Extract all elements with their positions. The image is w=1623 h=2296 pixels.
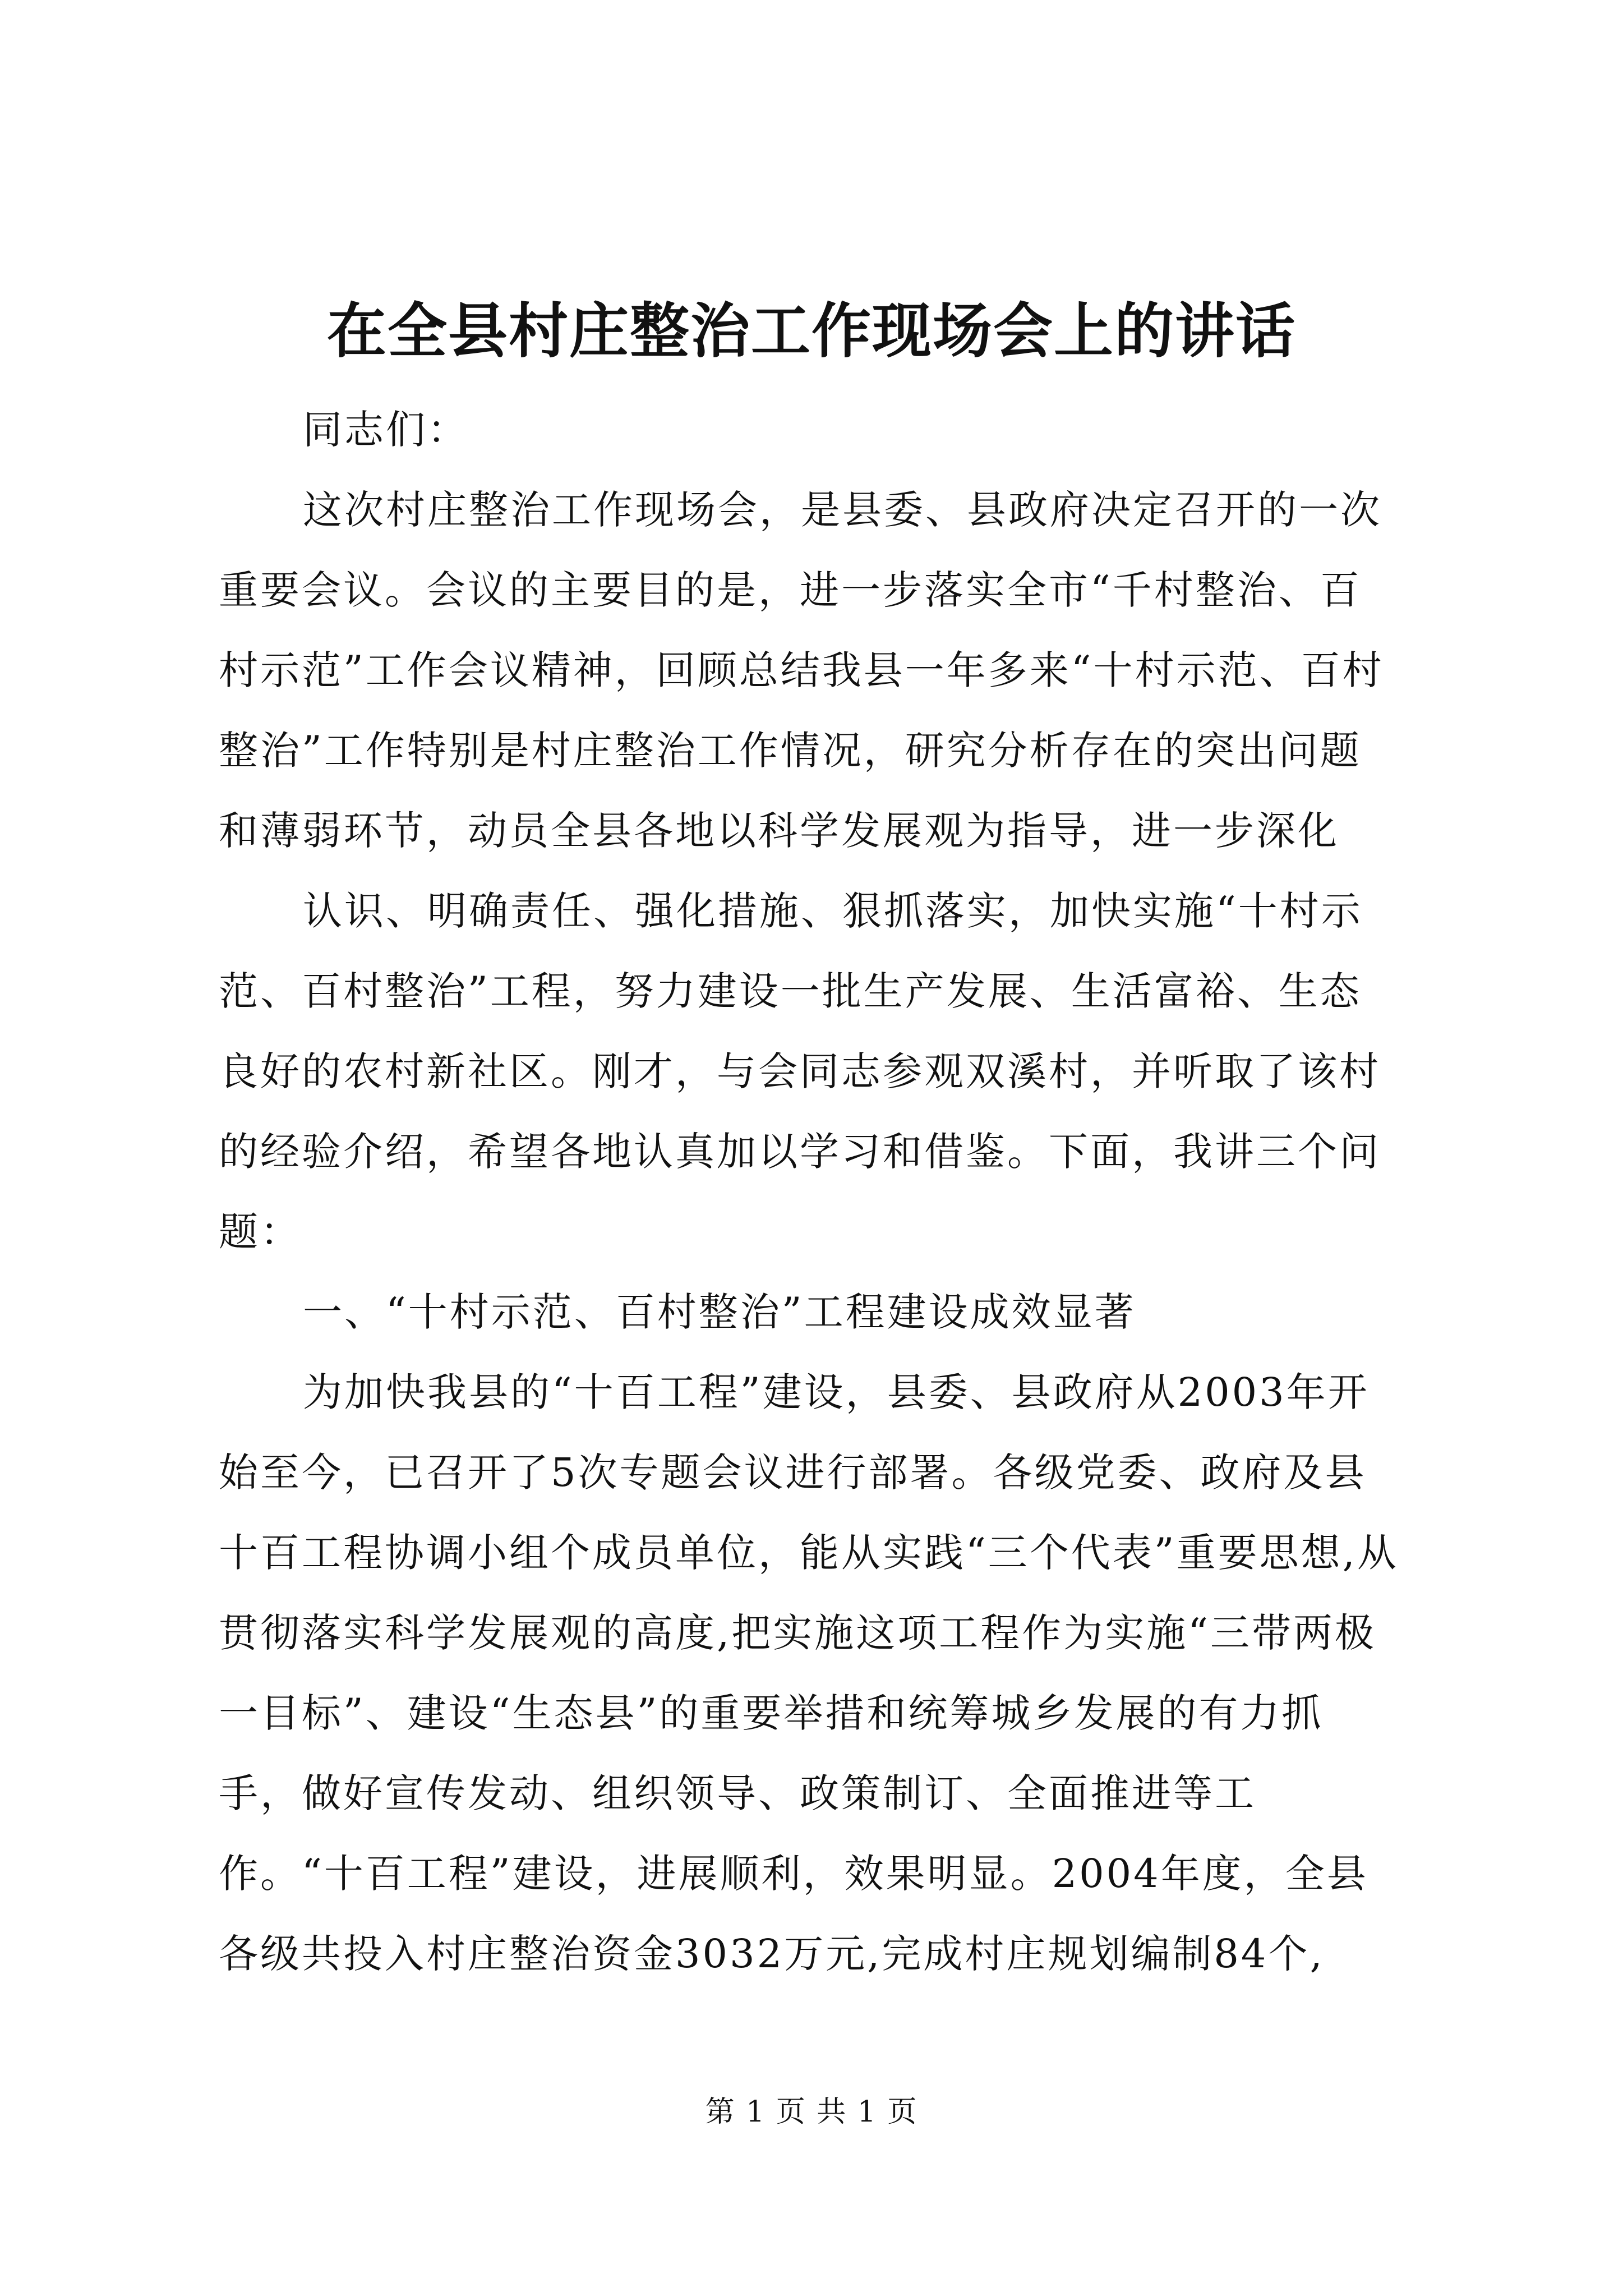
section-heading: 一、“十村示范、百村整治”工程建设成效显著 xyxy=(303,1289,1136,1335)
paragraph: 认识、明确责任、强化措施、狠抓落实，加快实施“十村示范、百村整治”工程，努力建设一批生产发展、生活富裕、生态良好的农村新社区。刚才，与会同志参观双溪村，并听取了该村的经验介绍，希望各地认真加以学习和借鉴。下面，我讲三个问题： xyxy=(219,888,1381,1255)
paragraph: 为加快我县的“十百工程”建设，县委、县政府从2003年开始至今，已召开了5次专题会议进行部署。各级党委、政府及县十百工程协调小组个成员单位，能从实践“三个代表”重要思想,从贯彻落实科学发展观的高度,把实施这项工程作为实施“三带两极一目标”、建设“生态县”的重要举措和统筹城乡发展的有力抓手，做好宣传发动、组织领导、政策制订、全面推进等工作。“十百工程”建设，进展顺利，效果明显。2004年度，全县各级共投入村庄整治资金3032万元,完成村庄规划编制84个, xyxy=(219,1369,1399,1977)
document-title: 在全县村庄整治工作现场会上的讲话 xyxy=(327,296,1296,366)
document-body xyxy=(219,390,1402,1994)
paragraph: 这次村庄整治工作现场会，是县委、县政府决定召开的一次重要会议。会议的主要目的是，进一步落实全市“千村整治、百村示范”工作会议精神，回顾总结我县一年多来“十村示范、百村整治”工作特别是村庄整治工作情况，研究分析存在的突出问题和薄弱环节，动员全县各地以科学发展观为指导，进一步深化 xyxy=(219,487,1384,854)
salutation: 同志们： xyxy=(303,407,469,453)
page-number-footer: 第 1 页 共 1 页 xyxy=(705,2095,918,2129)
